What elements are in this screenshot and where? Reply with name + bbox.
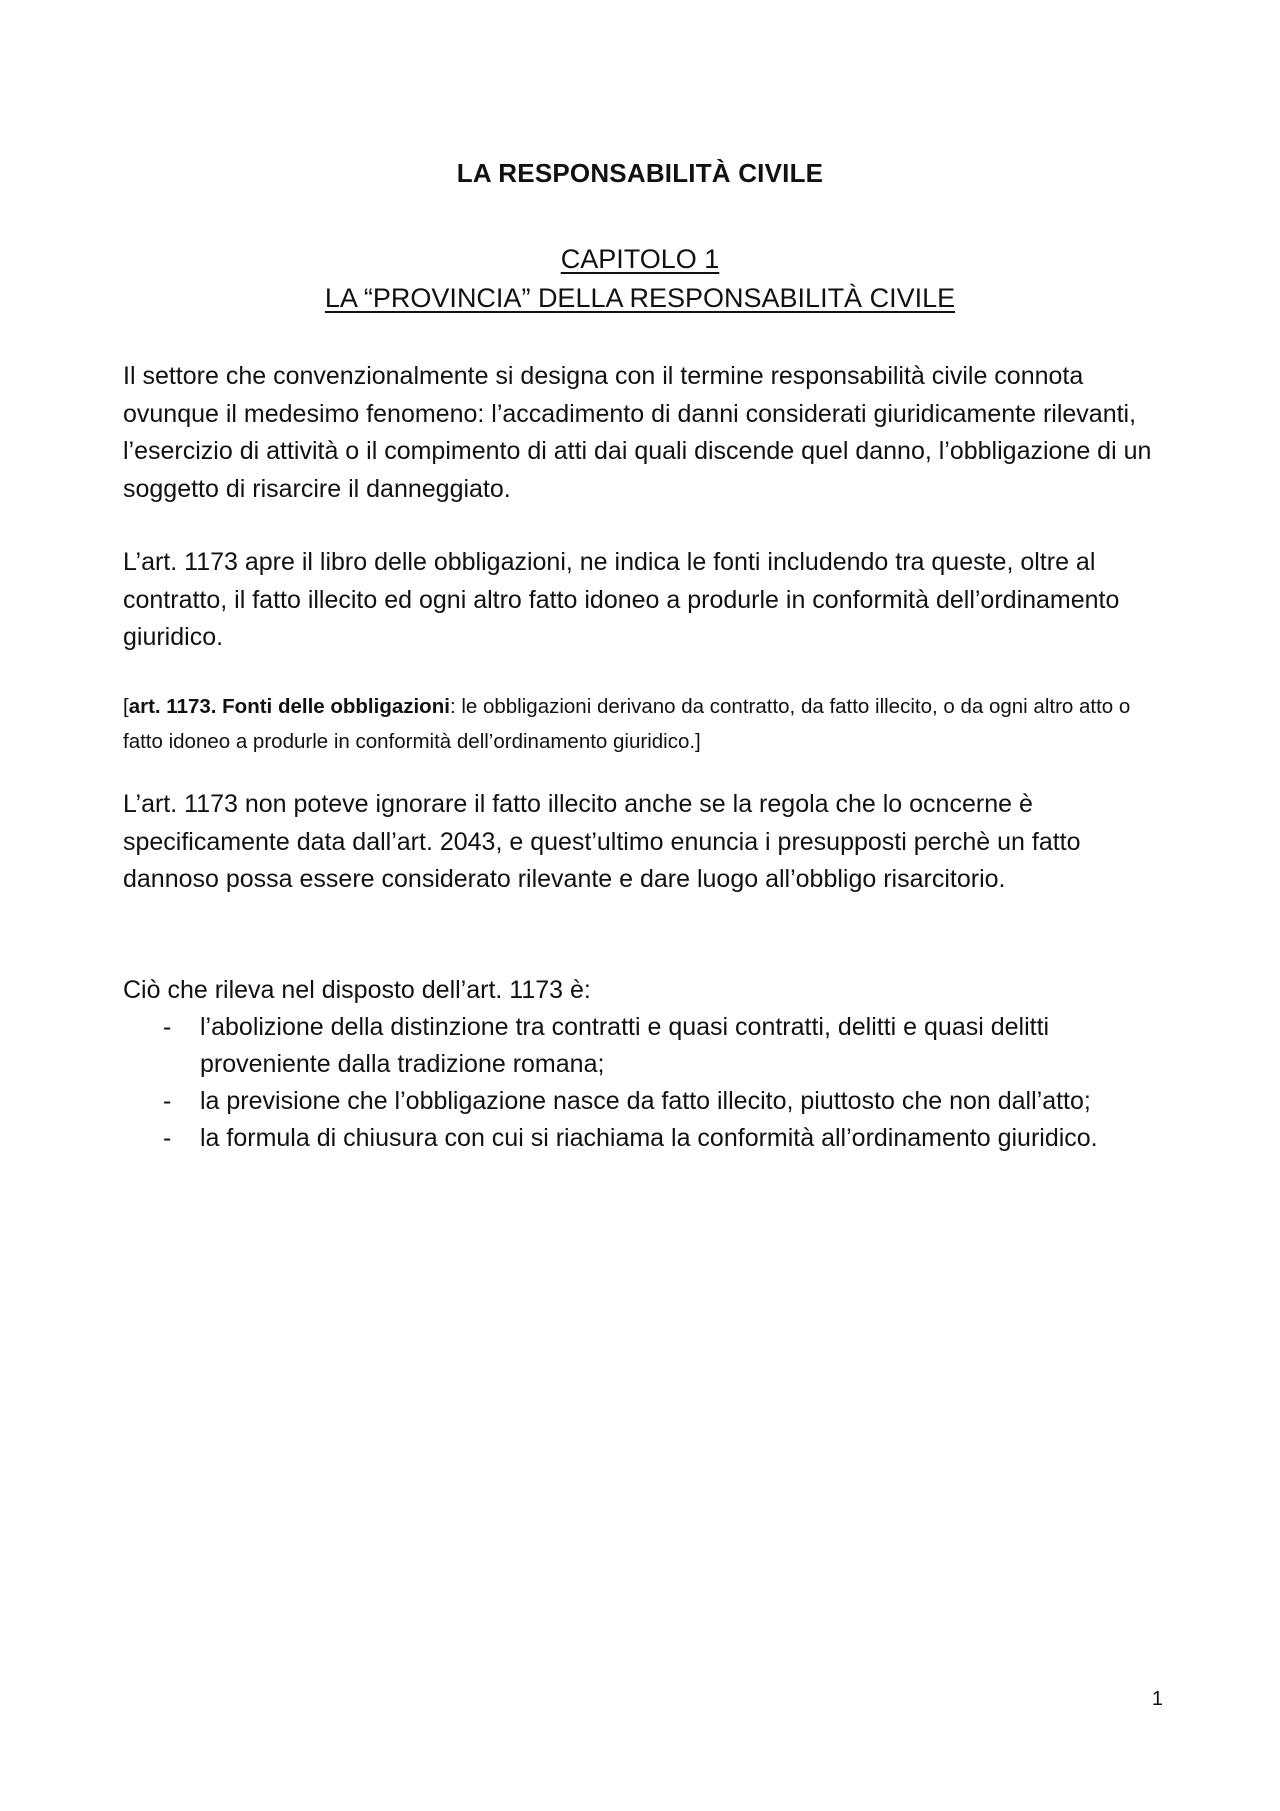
paragraph-1: Il settore che convenzionalmente si designa con il termine responsabilità civile connota ovunque il medesimo fenomeno: l’accadimento di danni considerati giuridicamente rilevanti, l’esercizio di attività o il compimento di atti dai quali discende quel danno, l’obbligazione di un soggetto di risarcire il danneggiato. [123, 362, 1152, 503]
list-item [123, 1120, 1163, 1157]
list-item-text: la previsione che l’obbligazione nasce da fatto illecito, piuttosto che non dall’atto; [200, 1087, 1091, 1115]
list-item [123, 1009, 1163, 1083]
quote-open-bracket: [ [123, 695, 129, 718]
quote-text: : le obbligazioni derivano da contratto, da fatto illecito, o da ogni altro atto o fatto idoneo a produrle in conformità dell’ordinamento giuridico.] [123, 695, 1131, 753]
list-item [123, 1083, 1163, 1120]
bullet-list [123, 1009, 1163, 1157]
paragraph-4: Ciò che rileva nel disposto dell’art. 1173 è: [123, 976, 591, 1004]
list-marker: - [163, 1087, 172, 1115]
list-marker: - [163, 1013, 172, 1041]
chapter-number: CAPITOLO 1 [560, 244, 720, 274]
paragraph-2: L’art. 1173 apre il libro delle obbligazioni, ne indica le fonti includendo tra queste, oltre al contratto, il fatto illecito ed ogni altro fatto idoneo a produrle in conformità dell’ordinamento giuridico. [123, 548, 1120, 651]
document-title: LA RESPONSABILITÀ CIVILE [456, 158, 824, 188]
quote-article-label: art. 1173. Fonti delle obbligazioni [128, 695, 450, 718]
list-marker: - [163, 1124, 172, 1152]
paragraph-3: L’art. 1173 non poteve ignorare il fatto illecito anche se la regola che lo ocncerne è specificamente data dall’art. 2043, e quest’ultimo enuncia i presupposti perchè un fatto dannoso possa essere considerato rilevante e dare luogo all’obbligo risarcitorio. [123, 790, 1081, 893]
chapter-title: LA “PROVINCIA” DELLA RESPONSABILITÀ CIVILE [324, 283, 956, 313]
list-item-text: l’abolizione della distinzione tra contratti e quasi contratti, delitti e quasi delitti proveniente dalla tradizione romana; [200, 1013, 1050, 1078]
article-quote [123, 689, 1163, 759]
page-number: 1 [1151, 1688, 1163, 1710]
list-item-text: la formula di chiusura con cui si riachiama la conformità all’ordinamento giuridico. [200, 1124, 1098, 1152]
